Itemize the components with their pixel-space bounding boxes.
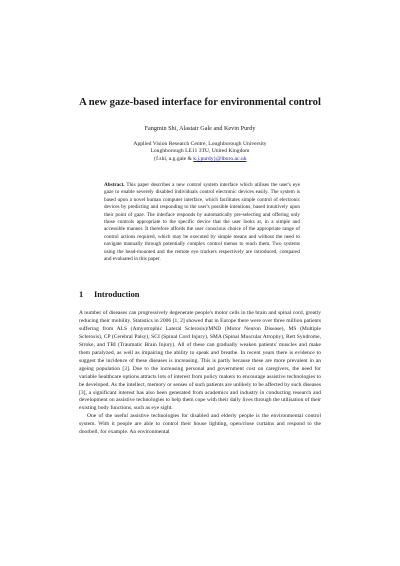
section-title: Introduction	[94, 290, 140, 299]
paragraph-1: A number of diseases can progressively degenerate people's motor cells in the brain and spinal cord, greatly reducing their mobility. Statistics in 2006 [1, 2] showed that in Europe there were over three million patients suffering from ALS (Amyotrophic Lateral Sclerosis)/MND (Motor Neuron Disease), MS (Multiple Sclerosis), CP (Cerebral Palsy), SCI (Spinal Cord Injury), SMA (Spinal Muscular Atrophy), Rett Syndrome, Stroke, and TBI (Traumatic Brain Injury). All of these can gradually weaken patients' muscles and make them paralyzed, as well as impairing the ability to speak and breathe. In recent years there is evidence to suggest the incidence of these diseases is increasing. This is partly because these are more prevalent in an ageing population [3]. Due to the increasing personal and government cost on caregivers, the need for variable healthcare options attracts lots of interest from policy makers to encourage assistive technologies to be developed. As the intellect, memory or senses of such patients are unlikely to be affected by such diseases [3], a significant interest has also been generated from academics and industry in conducting research and development on assistive technologies to help them cope with their daily lives through the utilisation of their existing body functions, such as eye sight.	[79, 310, 321, 412]
email-link[interactable]: k.j.purdy}@lboro.ac.uk	[193, 155, 247, 162]
section-heading	[79, 290, 139, 300]
paper-title: A new gaze-based interface for environmental control	[79, 97, 321, 108]
author-affiliation	[0, 141, 400, 163]
section-number: 1	[79, 290, 84, 299]
email-prefix: {f.shi, a.g.gale &	[153, 155, 194, 162]
paper-authors: Fangmin Shi, Alastair Gale and Kevin Purdy	[144, 125, 256, 132]
affiliation-line-1: Applied Vision Research Centre, Loughborough University	[133, 141, 267, 147]
paragraph-2: One of the useful assistive technologies for disabled and elderly people is the environmental control system. With it people are able to control their house lighting, open/close curtains and respond to the doorbell, for example. An environmental	[79, 413, 321, 436]
body-text	[79, 310, 321, 437]
affiliation-line-2: Loughborough LE11 3TU, United Kingdom	[150, 148, 250, 155]
abstract-label: Abstract.	[104, 182, 125, 188]
affiliation-email-line	[0, 156, 400, 163]
abstract-text: This paper describes a new control system interface which utilises the user's eye gaze to enable severely disabled individuals control electronic devices easily. The system is based upon a novel human computer interface, which facilitates simple control of electronic devices by predicting and responding to the user's possible intentions, based intuitively upon their point of gaze. The interface responds by automatically pre-selecting and offering only those controls appropriate to the specific device that the user looks at, in a simple and accessible manner. It therefore affords the user conscious choice of the appropriate range of control actions required, which may be executed by simple means and without the need to navigate manually through potentially complex control menus to reach them. Two systems using the head-mounted and the remote eye trackers respectively are introduced, compared and evaluated in this paper.	[104, 182, 300, 263]
abstract	[104, 182, 300, 263]
